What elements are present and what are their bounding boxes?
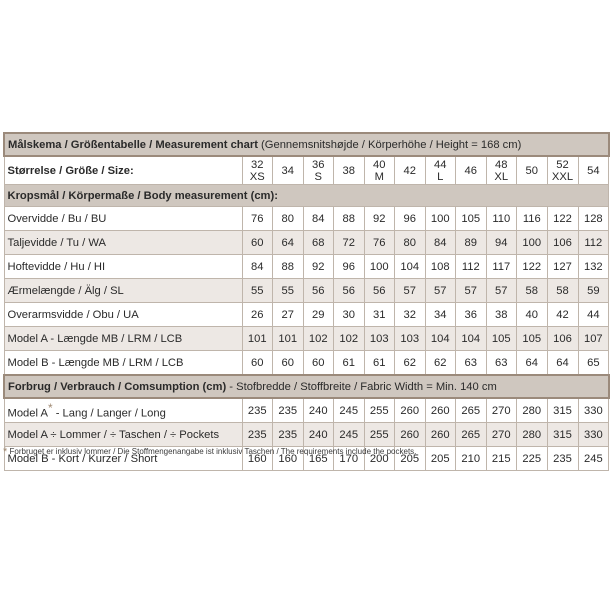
value-cell: 94 — [486, 231, 517, 255]
size-cell — [486, 156, 517, 185]
row-label: Overvidde / Bu / BU — [4, 207, 242, 231]
value-cell: 122 — [517, 255, 548, 279]
value-cell: 105 — [517, 327, 548, 351]
value-cell: 61 — [334, 351, 365, 375]
footnote-text: Forbruget er inklusiv lommer / Die Stoffmengenangabe ist inklusiv Taschen / The requirements include the pockets. — [9, 447, 417, 456]
value-cell: 170 — [334, 447, 365, 471]
row-label: Hoftevidde / Hu / HI — [4, 255, 242, 279]
footnote-star-icon: * — [3, 446, 8, 458]
measurement-chart-table — [3, 132, 610, 375]
value-cell: 245 — [334, 423, 365, 447]
size-number: 48 — [495, 158, 508, 171]
size-cell — [456, 156, 487, 185]
value-cell: 270 — [486, 398, 517, 423]
value-cell: 132 — [578, 255, 609, 279]
size-cell — [242, 156, 273, 185]
value-cell: 64 — [547, 351, 578, 375]
value-cell: 116 — [517, 207, 548, 231]
value-cell: 64 — [517, 351, 548, 375]
value-cell: 57 — [425, 279, 456, 303]
value-cell: 103 — [395, 327, 426, 351]
row-label: Ærmelængde / Älg / SL — [4, 279, 242, 303]
size-cell — [303, 156, 334, 185]
value-cell: 235 — [242, 398, 273, 423]
row-label-text: Model A ÷ Lommer / ÷ Taschen / ÷ Pockets — [7, 428, 220, 441]
value-cell: 200 — [364, 447, 395, 471]
size-code: XS — [249, 170, 265, 183]
measurement-row — [4, 279, 609, 303]
measurement-title-cell — [4, 133, 609, 156]
value-cell: 205 — [425, 447, 456, 471]
value-cell: 89 — [456, 231, 487, 255]
value-cell: 108 — [425, 255, 456, 279]
row-label — [4, 423, 242, 447]
value-cell: 240 — [303, 423, 334, 447]
size-number: 50 — [525, 164, 538, 177]
measurement-row — [4, 327, 609, 351]
size-cell — [334, 156, 365, 185]
consumption-header-row — [4, 375, 609, 398]
value-cell: 235 — [273, 423, 304, 447]
value-cell: 84 — [242, 255, 273, 279]
value-cell: 26 — [242, 303, 273, 327]
value-cell: 68 — [303, 231, 334, 255]
value-cell: 56 — [364, 279, 395, 303]
value-cell: 106 — [547, 231, 578, 255]
value-cell: 58 — [517, 279, 548, 303]
value-cell: 102 — [303, 327, 334, 351]
size-cell — [273, 156, 304, 185]
value-cell: 32 — [395, 303, 426, 327]
value-cell: 36 — [456, 303, 487, 327]
value-cell: 210 — [456, 447, 487, 471]
value-cell: 102 — [334, 327, 365, 351]
measurement-header-row — [4, 133, 609, 156]
value-cell: 56 — [303, 279, 334, 303]
value-cell: 315 — [547, 398, 578, 423]
value-cell: 62 — [425, 351, 456, 375]
value-cell: 255 — [364, 423, 395, 447]
value-cell: 128 — [578, 207, 609, 231]
size-number: 46 — [464, 164, 477, 177]
size-cell — [547, 156, 578, 185]
value-cell: 88 — [334, 207, 365, 231]
value-cell: 245 — [578, 447, 609, 471]
value-cell: 40 — [517, 303, 548, 327]
value-cell: 84 — [425, 231, 456, 255]
body-measurement-header: Kropsmål / Körpermaße / Body measurement (cm): — [4, 185, 609, 207]
value-cell: 100 — [364, 255, 395, 279]
value-cell: 225 — [517, 447, 548, 471]
value-cell: 62 — [395, 351, 426, 375]
value-cell: 112 — [578, 231, 609, 255]
value-cell: 235 — [273, 398, 304, 423]
value-cell: 330 — [578, 398, 609, 423]
value-cell: 80 — [395, 231, 426, 255]
size-row — [4, 156, 609, 185]
value-cell: 88 — [273, 255, 304, 279]
size-code: S — [314, 170, 322, 183]
value-cell: 117 — [486, 255, 517, 279]
size-number: 38 — [342, 164, 355, 177]
body-measurement-header-row — [4, 185, 609, 207]
value-cell: 60 — [242, 231, 273, 255]
value-cell: 55 — [273, 279, 304, 303]
value-cell: 60 — [242, 351, 273, 375]
value-cell: 55 — [242, 279, 273, 303]
row-label: Model A - Længde MB / LRM / LCB — [4, 327, 242, 351]
value-cell: 80 — [273, 207, 304, 231]
value-cell: 104 — [395, 255, 426, 279]
value-cell: 63 — [486, 351, 517, 375]
value-cell: 103 — [364, 327, 395, 351]
row-label: Taljevidde / Tu / WA — [4, 231, 242, 255]
value-cell: 107 — [578, 327, 609, 351]
consumption-title: Forbrug / Verbrauch / Comsumption (cm) — [8, 380, 227, 393]
value-cell: 96 — [395, 207, 426, 231]
value-cell: 100 — [517, 231, 548, 255]
value-cell: 265 — [456, 423, 487, 447]
measurement-subtitle: (Gennemsnitshøjde / Körperhöhe / Height = 168 cm) — [257, 138, 522, 151]
row-label-text: Model B - Kort / Kurzer / Short — [7, 452, 158, 465]
value-cell: 30 — [334, 303, 365, 327]
value-cell: 260 — [395, 423, 426, 447]
value-cell: 31 — [364, 303, 395, 327]
value-cell: 165 — [303, 447, 334, 471]
size-number: 40 — [373, 158, 386, 171]
size-cell — [517, 156, 548, 185]
measurement-row — [4, 303, 609, 327]
size-number: 36 — [312, 158, 325, 171]
value-cell: 92 — [364, 207, 395, 231]
value-cell: 72 — [334, 231, 365, 255]
value-cell: 64 — [273, 231, 304, 255]
size-cell — [364, 156, 395, 185]
consumption-title-cell — [4, 375, 609, 398]
value-cell: 59 — [578, 279, 609, 303]
value-cell: 235 — [242, 423, 273, 447]
value-cell: 101 — [242, 327, 273, 351]
size-number: 52 — [556, 158, 569, 171]
value-cell: 38 — [486, 303, 517, 327]
value-cell: 104 — [425, 327, 456, 351]
size-code: XL — [494, 170, 509, 183]
value-cell: 106 — [547, 327, 578, 351]
value-cell: 42 — [547, 303, 578, 327]
value-cell: 127 — [547, 255, 578, 279]
consumption-subtitle: - Stofbredde / Stoffbreite / Fabric Width = Min. 140 cm — [226, 380, 497, 393]
size-code: L — [437, 170, 444, 183]
size-cell — [395, 156, 426, 185]
measurement-row — [4, 231, 609, 255]
size-label: Størrelse / Größe / Size: — [4, 156, 242, 185]
value-cell: 105 — [486, 327, 517, 351]
value-cell: 61 — [364, 351, 395, 375]
value-cell: 84 — [303, 207, 334, 231]
star-icon: * — [47, 401, 53, 416]
value-cell: 56 — [334, 279, 365, 303]
value-cell: 330 — [578, 423, 609, 447]
value-cell: 44 — [578, 303, 609, 327]
value-cell: 96 — [334, 255, 365, 279]
value-cell: 280 — [517, 423, 548, 447]
size-code: XXL — [551, 170, 574, 183]
measurement-row — [4, 351, 609, 375]
value-cell: 112 — [456, 255, 487, 279]
value-cell: 104 — [456, 327, 487, 351]
value-cell: 245 — [334, 398, 365, 423]
value-cell: 100 — [425, 207, 456, 231]
row-label: Overarmsvidde / Obu / UA — [4, 303, 242, 327]
value-cell: 76 — [242, 207, 273, 231]
row-label — [4, 398, 242, 423]
value-cell: 57 — [395, 279, 426, 303]
value-cell: 260 — [425, 423, 456, 447]
value-cell: 57 — [456, 279, 487, 303]
value-cell: 105 — [456, 207, 487, 231]
value-cell: 60 — [273, 351, 304, 375]
size-number: 54 — [587, 164, 600, 177]
footnote — [3, 446, 416, 458]
value-cell: 260 — [425, 398, 456, 423]
size-number: 42 — [403, 164, 416, 177]
consumption-row — [4, 423, 609, 447]
value-cell: 34 — [425, 303, 456, 327]
row-label: Model B - Længde MB / LRM / LCB — [4, 351, 242, 375]
measurement-row — [4, 255, 609, 279]
value-cell: 265 — [456, 398, 487, 423]
value-cell: 122 — [547, 207, 578, 231]
value-cell: 101 — [273, 327, 304, 351]
size-code: M — [374, 170, 384, 183]
value-cell: 270 — [486, 423, 517, 447]
value-cell: 160 — [242, 447, 273, 471]
value-cell: 240 — [303, 398, 334, 423]
value-cell: 235 — [547, 447, 578, 471]
measurement-row — [4, 207, 609, 231]
size-number: 34 — [281, 164, 294, 177]
value-cell: 205 — [395, 447, 426, 471]
value-cell: 255 — [364, 398, 395, 423]
value-cell: 280 — [517, 398, 548, 423]
value-cell: 57 — [486, 279, 517, 303]
size-cell — [578, 156, 609, 185]
row-label-prefix: Model A — [7, 407, 48, 420]
value-cell: 27 — [273, 303, 304, 327]
value-cell: 315 — [547, 423, 578, 447]
value-cell: 110 — [486, 207, 517, 231]
value-cell: 60 — [303, 351, 334, 375]
value-cell: 160 — [273, 447, 304, 471]
value-cell: 260 — [395, 398, 426, 423]
size-number: 32 — [251, 158, 264, 171]
measurement-title: Målskema / Größentabelle / Measurement chart — [8, 138, 258, 151]
value-cell: 92 — [303, 255, 334, 279]
row-label-text: - Lang / Langer / Long — [52, 407, 166, 420]
size-number: 44 — [434, 158, 447, 171]
size-cell — [425, 156, 456, 185]
value-cell: 65 — [578, 351, 609, 375]
value-cell: 29 — [303, 303, 334, 327]
value-cell: 76 — [364, 231, 395, 255]
value-cell: 63 — [456, 351, 487, 375]
value-cell: 58 — [547, 279, 578, 303]
consumption-row — [4, 398, 609, 423]
value-cell: 215 — [486, 447, 517, 471]
